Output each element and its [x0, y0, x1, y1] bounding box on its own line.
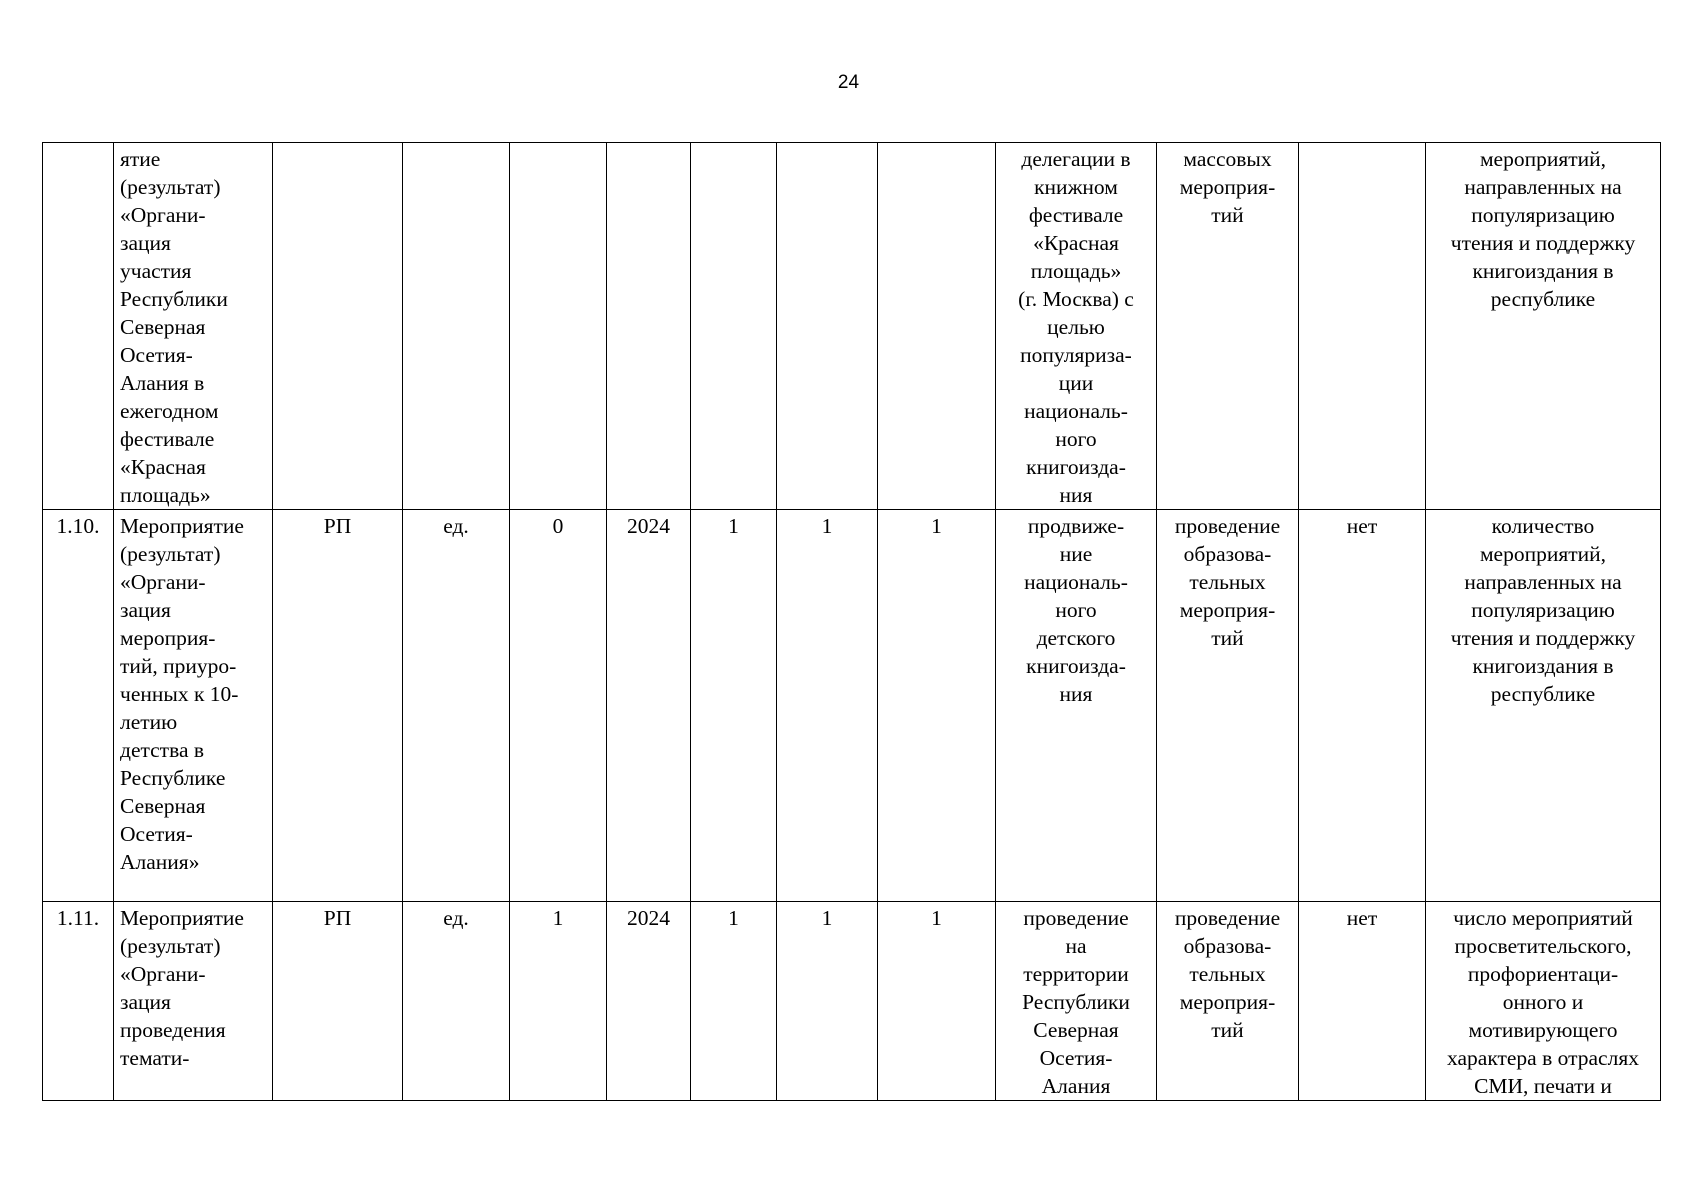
responsible-cell: РП [273, 510, 403, 902]
base-year-cell [607, 143, 691, 510]
type-cell: массовых мероприя- тий [1157, 143, 1299, 510]
value-cell-2: 1 [777, 902, 878, 1101]
row-number-cell: 1.11. [43, 902, 114, 1101]
value-cell-1: 1 [691, 510, 777, 902]
unit-cell: ед. [403, 902, 510, 1101]
value-cell-2 [777, 143, 878, 510]
responsible-cell [273, 143, 403, 510]
measures-table [42, 142, 1661, 1101]
indicator-cell: количество мероприятий, направленных на популяризацию чтения и поддержку книгоиздания в республике [1426, 510, 1661, 902]
type-cell: проведение образова- тельных мероприя- тий [1157, 902, 1299, 1101]
base-value-cell: 1 [510, 902, 607, 1101]
page-number: 24 [837, 72, 860, 93]
table-row [43, 902, 1661, 1101]
indicator-cell: мероприятий, направленных на популяризацию чтения и поддержку книгоиздания в республике [1426, 143, 1661, 510]
unit-cell: ед. [403, 510, 510, 902]
measure-name-cell: Мероприятие (результат) «Органи- зация мероприя- тий, приуро- ченных к 10- летию детства в Республике Северная Осетия- Алания» [114, 510, 273, 902]
measure-name-cell: Мероприятие (результат) «Органи- зация проведения темати- [114, 902, 273, 1101]
table-row [43, 510, 1661, 902]
value-cell-3 [878, 143, 996, 510]
value-cell-1 [691, 143, 777, 510]
value-cell-3: 1 [878, 902, 996, 1101]
value-cell-3: 1 [878, 510, 996, 902]
base-value-cell [510, 143, 607, 510]
value-cell-2: 1 [777, 510, 878, 902]
row-number-cell [43, 143, 114, 510]
table-row [43, 143, 1661, 510]
value-cell-1: 1 [691, 902, 777, 1101]
flag-cell: нет [1299, 902, 1426, 1101]
base-value-cell: 0 [510, 510, 607, 902]
type-cell: проведение образова- тельных мероприя- тий [1157, 510, 1299, 902]
row-number-cell: 1.10. [43, 510, 114, 902]
unit-cell [403, 143, 510, 510]
responsible-cell: РП [273, 902, 403, 1101]
description-cell: проведение на территории Республики Северная Осетия- Алания [996, 902, 1157, 1101]
description-cell: продвиже- ние националь- ного детского книгоизда- ния [996, 510, 1157, 902]
flag-cell [1299, 143, 1426, 510]
description-cell: делегации в книжном фестивале «Красная площадь» (г. Москва) с целью популяриза- ции националь- ного книгоизда- ния [996, 143, 1157, 510]
measure-name-cell: ятие (результат) «Органи- зация участия Республики Северная Осетия- Алания в ежегодном фестивале «Красная площадь» [114, 143, 273, 510]
base-year-cell: 2024 [607, 510, 691, 902]
indicator-cell: число мероприятий просветительского, профориентаци- онного и мотивирующего характера в отраслях СМИ, печати и [1426, 902, 1661, 1101]
base-year-cell: 2024 [607, 902, 691, 1101]
flag-cell: нет [1299, 510, 1426, 902]
